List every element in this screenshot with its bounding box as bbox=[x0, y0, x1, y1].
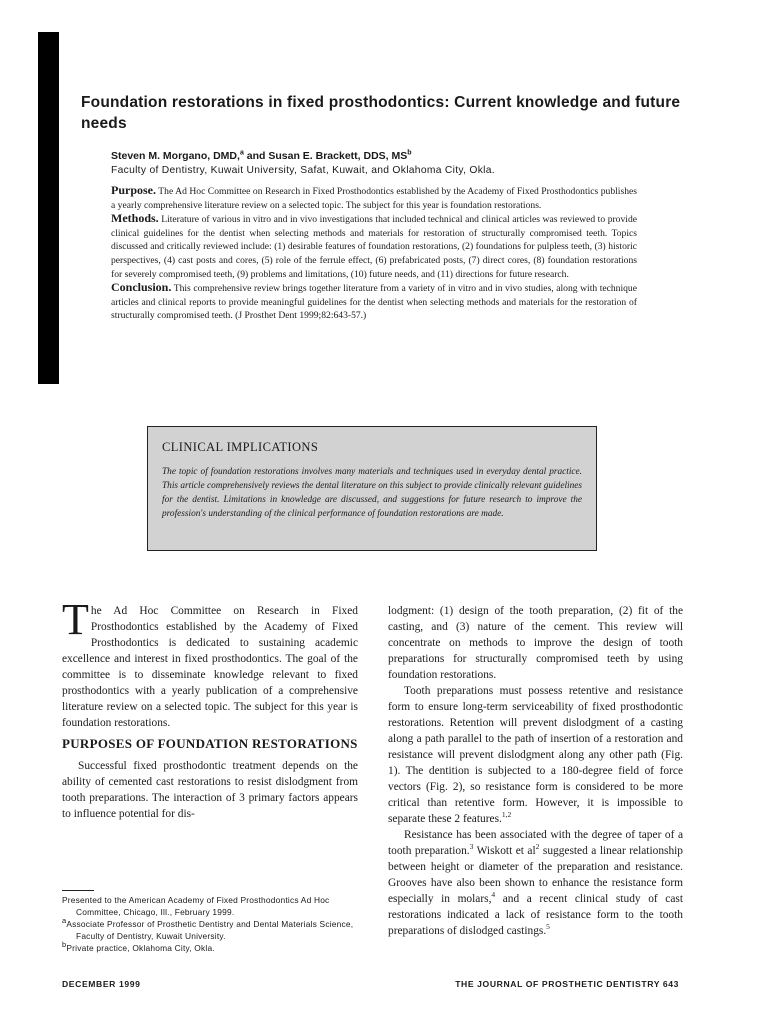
right-column bbox=[388, 603, 683, 939]
purpose-label: Purpose. bbox=[111, 183, 156, 197]
right-paragraph-2-text: Tooth preparations must possess retentive and resistance form to ensure long-term serviceability of fixed prosthodontic restorations. Retention will prevent dislodgment of a casting along a path parallel to the path of insertion of a restoration and resistance will prevent dislodgment along any other path (Fig. 1). The dentition is subjected to a 180-degree field of force vectors (Fig. 2), so resistance form is considered to be more critical than retentive form. However, it is impossible to separate these 2 features. bbox=[388, 685, 683, 825]
left-paragraph: Successful fixed prosthodontic treatment depends on the ability of cemented cast restorations to resist dislodgment from tooth preparations. The interaction of 3 primary factors appears to influence potential for dis- bbox=[62, 760, 358, 820]
footnote-divider bbox=[62, 890, 94, 891]
intro-paragraph bbox=[62, 587, 358, 731]
author-conjunction: and bbox=[243, 150, 269, 162]
footnote-presented: Presented to the American Academy of Fixed Prosthodontics Ad Hoc Committee, Chicago, Ill., February 1999. bbox=[62, 895, 330, 917]
footnote-b bbox=[62, 942, 362, 954]
footnotes bbox=[62, 894, 362, 954]
right-paragraph-1: lodgment: (1) design of the tooth preparation, (2) fit of the casting, and (3) nature of the cement. This review will concentrate on methods to improve the design of tooth preparations for structurally compromised teeth by using foundation restorations. bbox=[388, 605, 683, 681]
clinical-implications-text: The topic of foundation restorations involves many materials and techniques used in everyday dental practice. This article comprehensively reviews the dental literature on this subject to provide clinically relevant guidelines for the dentist. Limitations in knowledge are discussed, and suggestions for future research to improve the profession's understanding of the clinical performance of foundation restorations are made. bbox=[162, 467, 582, 519]
abstract-purpose bbox=[111, 184, 637, 212]
author-line bbox=[111, 149, 671, 163]
conclusion-text: This comprehensive review brings together literature from a variety of in vitro and in vivo studies, along with technique articles and clinical reports to provide meaningful guidelines for the dentist when selecting methods and materials for the restoration of structurally compromised teeth. (J Prosthet Dent 1999;82:643-57.) bbox=[111, 283, 637, 322]
right-paragraph-3-text-a: Resistance has been associated with the degree of taper of a tooth preparation. bbox=[388, 829, 683, 857]
author-morgano-affiliation-mark: a bbox=[239, 149, 244, 157]
drop-cap: T bbox=[62, 595, 89, 644]
methods-text: Literature of various in vitro and in vivo investigations that included technical and clinical articles was reviewed to provide clinical guidelines for the dentist when selecting methods and materials for restoration of structurally compromised teeth. Topics discussed and critically reviewed include: (1) desirable features of foundation restorations, (2) foundations for pulpless teeth, (3) historic perspectives, (4) cast posts and cores, (5) role of the ferrule effect, (6) prefabricated posts, (7) direct cores, (8) foundation restorations for severely compromised teeth, (9) problems and limitations, (10) future needs, and (11) directions for future research. bbox=[111, 214, 637, 280]
citation-marker: 2 bbox=[535, 842, 540, 852]
intro-text: he Ad Hoc Committee on Research in Fixed Prosthodontics established by the Academy of Fixed Prosthodontics is dedicated to sustaining academic excellence and interest in fixed prosthodontics. The goal of the committee is to disseminate knowledge relevant to fixed prosthodontics with a yearly publication of a comprehensive literature review on a selected topic. The subject for this year is foundation restorations. bbox=[62, 605, 358, 729]
abstract-conclusion bbox=[111, 281, 637, 323]
article-title: Foundation restorations in fixed prosthodontics: Current knowledge and future needs bbox=[81, 94, 681, 132]
left-column bbox=[62, 587, 358, 822]
author-morgano: Steven M. Morgano, DMD, bbox=[111, 150, 240, 162]
citation-marker: 5 bbox=[546, 922, 550, 932]
footnote-a bbox=[62, 918, 362, 942]
purpose-text: The Ad Hoc Committee on Research in Fixed Prosthodontics established by the Academy of Fixed Prosthodontics publishes a yearly comprehensive literature review on a selected topic. The subject for this year is foundation restorations. bbox=[111, 186, 637, 211]
right-paragraph-3-text-b: Wiskott et al bbox=[473, 845, 536, 857]
footer-journal: THE JOURNAL OF PROSTHETIC DENTISTRY 643 bbox=[455, 979, 679, 989]
right-paragraph-3 bbox=[388, 827, 683, 939]
abstract-methods bbox=[111, 212, 637, 281]
affiliation-line: Faculty of Dentistry, Kuwait University, Safat, Kuwait, and Oklahoma City, Okla. bbox=[111, 165, 495, 176]
author-brackett: Susan E. Brackett, DDS, MS bbox=[268, 150, 408, 162]
conclusion-label: Conclusion. bbox=[111, 280, 172, 295]
citation-marker: 3 bbox=[469, 842, 474, 852]
footer-date: DECEMBER 1999 bbox=[62, 979, 141, 989]
abstract bbox=[111, 184, 637, 323]
clinical-implications-box bbox=[147, 426, 597, 551]
section-heading: PURPOSES OF FOUNDATION RESTORATIONS bbox=[62, 736, 358, 751]
footnote-b-text: Private practice, Oklahoma City, Okla. bbox=[66, 943, 215, 953]
footnote-b-mark: b bbox=[62, 940, 67, 950]
citation-marker: 1,2 bbox=[501, 810, 512, 820]
author-brackett-affiliation-mark: b bbox=[407, 149, 412, 157]
clinical-implications-heading: CLINICAL IMPLICATIONS bbox=[162, 440, 319, 454]
right-paragraph-2 bbox=[388, 683, 683, 827]
right-paragraph-3-text-d: and a recent clinical study of cast restorations indicated a lack of resistance form to the tooth preparations of dislodged castings. bbox=[388, 893, 683, 937]
decorative-black-bar bbox=[38, 32, 59, 384]
right-paragraph-3-text-c: suggested a linear relationship between height or diameter of the preparation and resistance. Grooves have also been shown to enhance the resistance form especially in molars, bbox=[388, 845, 684, 905]
footnote-a-mark: a bbox=[62, 916, 67, 926]
methods-label: Methods. bbox=[111, 211, 159, 226]
footnote-a-text: Associate Professor of Prosthetic Dentistry and Dental Materials Science, Faculty of Dentistry, Kuwait University. bbox=[66, 919, 354, 941]
citation-marker: 4 bbox=[491, 890, 496, 900]
